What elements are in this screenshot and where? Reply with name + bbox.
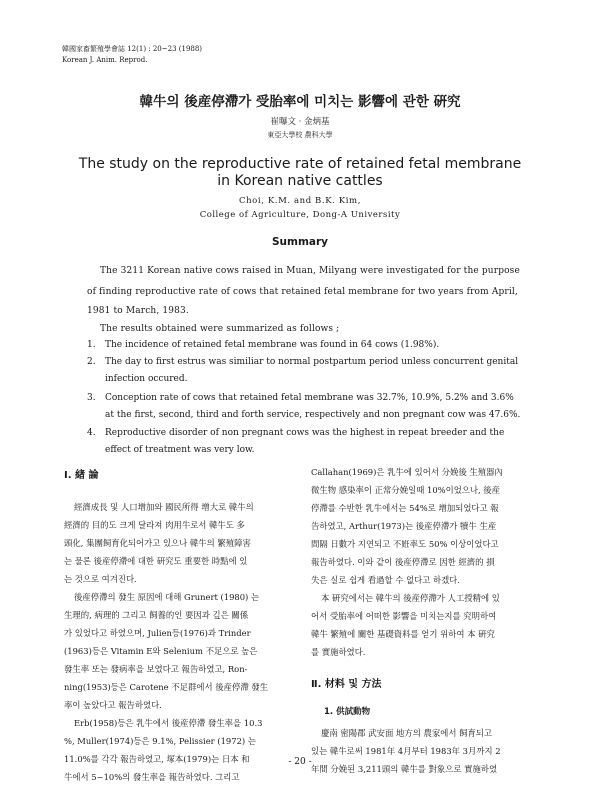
summary-item-number: 1. <box>87 340 96 350</box>
english-authors: Choi, K.M. and B.K. Kim, <box>239 196 361 206</box>
body-line: 年間 分娩된 3,211頭의 韓牛를 對象으로 實施하였 <box>311 764 498 774</box>
body-line: 牛에서 5~10%의 發生率을 報告하였다. 그리고 <box>64 772 240 782</box>
body-line: 後産停滯의 發生 原因에 대해 Grunert (1980) 는 <box>74 592 260 602</box>
section1-heading: Ⅰ. 緖 論 <box>64 470 99 481</box>
body-line: 經濟成長 및 人口增加와 國民所得 增大로 韓牛의 <box>74 502 254 512</box>
body-line: (1963)등은 Vitamin E와 Selenium 不足으로 높은 <box>64 646 258 656</box>
body-line: 失은 실로 쉽게 看過할 수 없다고 하겠다. <box>311 575 460 585</box>
body-line: 停滯를 수반한 乳牛에서는 54%로 增加되었다고 報 <box>311 503 499 513</box>
summary-item-line: effect of treatment was very low. <box>105 445 255 455</box>
body-line: Erb(1958)등은 乳牛에서 後産停滯 發生率을 10.3 <box>74 718 263 728</box>
korean-authors: 崔曝文 · 金炳基 <box>270 117 330 127</box>
body-line: 가 있었다고 하였으며, Julien등(1976)과 Trinder <box>64 628 251 638</box>
body-line: 는 것으로 여겨진다. <box>64 574 137 584</box>
korean-affiliation: 東亞大學校 農科大學 <box>267 131 333 139</box>
summary-item-number: 4. <box>87 428 96 438</box>
summary-intro-line: 1981 to March, 1983. <box>87 306 189 316</box>
body-line: 發生率 또는 發病率을 보였다고 報告하였고, Ron- <box>64 664 248 674</box>
body-line: 를 實施하였다. <box>311 647 366 657</box>
summary-item-line: infection occured. <box>105 374 188 384</box>
body-line: ning(1953)등은 Carotene 不足群에서 後産停滯 發生 <box>64 682 269 692</box>
summary-intro-line: The results obtained were summarized as follows ; <box>100 324 340 334</box>
body-line: 間隔 日數가 지연되고 不姙率도 50% 이상이었다고 <box>311 539 499 549</box>
body-line: 經濟的 目的도 크게 달라져 肉用牛로서 韓牛도 多 <box>64 520 245 530</box>
english-title <box>0 156 600 190</box>
journal-citation <box>62 44 202 66</box>
body-line: 는 물론 後産停滯에 대한 硏究도 重要한 時點에 있 <box>64 556 248 566</box>
body-line: 있는 韓牛로써 1981年 4月부터 1983年 3月까지 2 <box>311 746 501 756</box>
summary-heading: Summary <box>271 236 329 248</box>
body-line: 어서 受胎率에 어떠한 影響을 미치는지를 究明하여 <box>311 611 497 621</box>
body-line: 生理的, 病理的 그리고 飼養的인 要因과 깊은 關係 <box>64 610 249 620</box>
summary-item-line: The incidence of retained fetal membrane was found in 64 cows (1.98%). <box>105 340 440 350</box>
english-affiliation: College of Agriculture, Dong-A University <box>199 210 401 220</box>
body-line: 報告하였다. 이와 같이 後産停滯로 因한 經濟的 損 <box>311 557 495 567</box>
summary-item-line: Conception rate of cows that retained fetal membrane was 32.7%, 10.9%, 5.2% and 3.6% <box>105 393 514 403</box>
body-line: 頭化, 集團飼育化되어가고 있으나 韓牛의 繁殖障害 <box>64 538 251 548</box>
body-line: %, Muller(1974)등은 9.1%, Pelissier (1972) 는 <box>64 736 256 746</box>
summary-item-line: at the first, second, third and forth service, respectively and non pregnant cow was 47.6%. <box>105 410 521 420</box>
body-line: 告하였고, Arthur(1973)는 後産停滯가 犢牛 生産 <box>311 521 497 531</box>
korean-title: 韓牛의 後産停滯가 受胎率에 미치는 影響에 관한 硏究 <box>139 94 461 110</box>
body-line: 率이 높았다고 報告하였다. <box>64 700 162 710</box>
summary-item-number: 2. <box>87 357 96 367</box>
body-line: Callahan(1969)은 乳牛에 있어서 分娩後 生殖器內 <box>311 467 503 477</box>
english-title-line1: The study on the reproductive rate of retained fetal membrane <box>78 156 522 172</box>
summary-intro-line: The 3211 Korean native cows raised in Muan, Milyang were investigated for the purpose <box>100 266 520 276</box>
subsection-heading: 1. 供試動物 <box>324 707 371 717</box>
body-line: 微生物 感染率이 正常分娩일때 10%이었으나, 後産 <box>311 485 501 495</box>
summary-item-line: The day to first estrus was similiar to normal postpartum period unless concurrent genital <box>105 357 519 367</box>
body-line: 韓牛 繁殖에 關한 基礎資料를 얻기 위하여 本 硏究 <box>311 629 495 639</box>
body-line: 11.0%를 각각 報告하였고, 塚本(1979)는 日本 和 <box>64 754 250 764</box>
journal-citation-line1: 韓國家畜繁殖學會誌 12(1) : 20~23 (1988) <box>62 45 203 53</box>
summary-item-number: 3. <box>87 393 96 403</box>
summary-item-line: Reproductive disorder of non pregnant cows was the highest in repeat breeder and the <box>105 428 505 438</box>
page-number: - 20 - <box>288 757 312 767</box>
body-line: 本 硏究에서는 韓牛의 後産停滯가 人工授精에 있 <box>321 593 500 603</box>
section2-heading: Ⅱ. 材料 및 方法 <box>311 679 382 690</box>
body-line: 慶南 密陽郡 武安面 地方의 農家에서 飼育되고 <box>321 728 493 738</box>
english-title-line2: in Korean native cattles <box>217 173 383 189</box>
summary-intro-line: of finding reproductive rate of cows that retained fetal membrane for two years from April, <box>87 287 518 297</box>
journal-citation-line2: Korean J. Anim. Reprod. <box>62 56 148 64</box>
